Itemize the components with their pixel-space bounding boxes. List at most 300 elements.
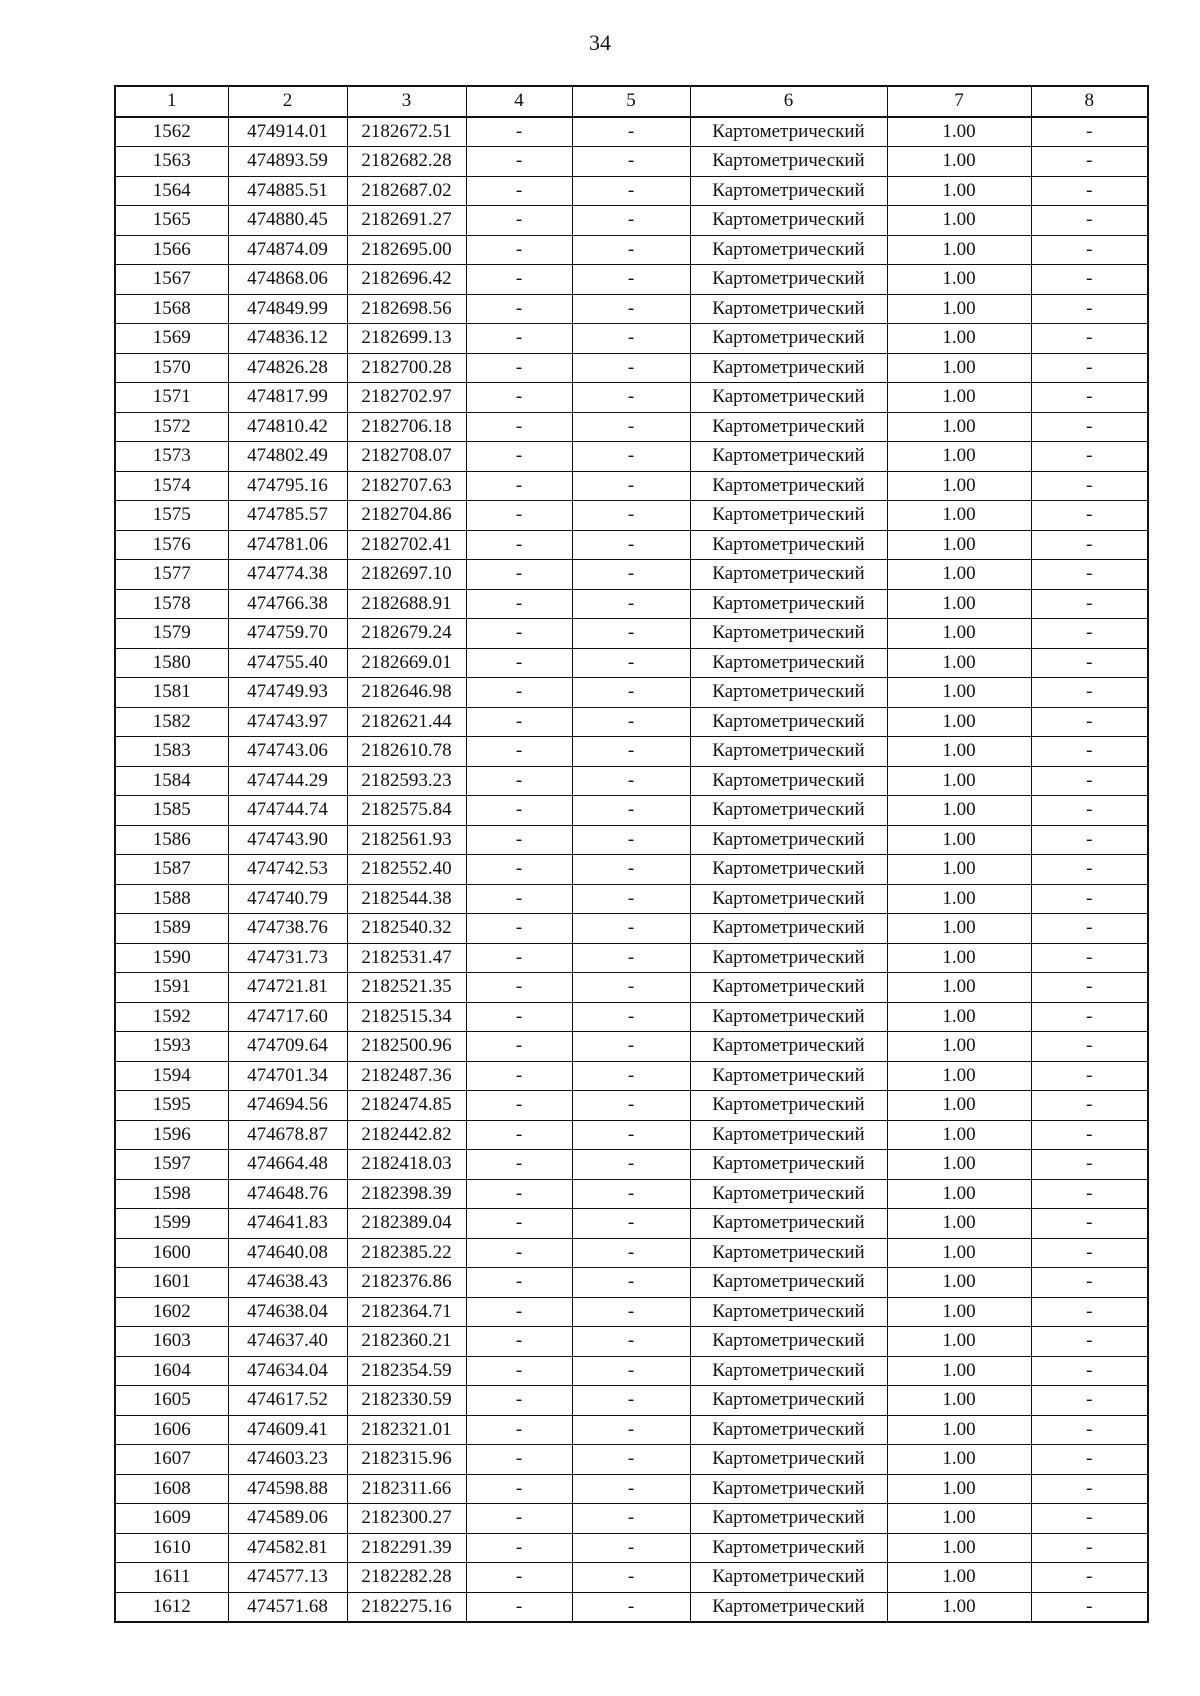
table-cell-col-8: - xyxy=(1031,796,1148,826)
table-cell-col-1: 1611 xyxy=(115,1563,228,1593)
table-cell-col-1: 1584 xyxy=(115,766,228,796)
table-row xyxy=(115,796,1148,826)
table-row xyxy=(115,825,1148,855)
table-cell-col-1: 1605 xyxy=(115,1386,228,1416)
table-cell-col-8: - xyxy=(1031,471,1148,501)
table-row xyxy=(115,1150,1148,1180)
table-cell-col-7: 1.00 xyxy=(887,1209,1031,1239)
table-cell-col-7: 1.00 xyxy=(887,206,1031,236)
table-cell-col-2: 474766.38 xyxy=(228,589,347,619)
table-cell-col-2: 474641.83 xyxy=(228,1209,347,1239)
table-row xyxy=(115,383,1148,413)
table-cell-col-2: 474755.40 xyxy=(228,648,347,678)
table-row xyxy=(115,471,1148,501)
table-cell-col-2: 474744.74 xyxy=(228,796,347,826)
table-cell-col-5: - xyxy=(572,353,690,383)
table-cell-col-2: 474849.99 xyxy=(228,294,347,324)
table-cell-col-3: 2182364.71 xyxy=(347,1297,466,1327)
table-cell-col-1: 1599 xyxy=(115,1209,228,1239)
table-cell-col-8: - xyxy=(1031,707,1148,737)
table-cell-col-4: - xyxy=(466,855,572,885)
table-cell-col-2: 474802.49 xyxy=(228,442,347,472)
table-cell-col-7: 1.00 xyxy=(887,943,1031,973)
table-cell-col-7: 1.00 xyxy=(887,471,1031,501)
table-cell-col-3: 2182646.98 xyxy=(347,678,466,708)
table-cell-col-8: - xyxy=(1031,1061,1148,1091)
table-cell-col-7: 1.00 xyxy=(887,530,1031,560)
table-row xyxy=(115,1386,1148,1416)
table-cell-col-4: - xyxy=(466,383,572,413)
table-cell-col-1: 1565 xyxy=(115,206,228,236)
table-cell-col-5: - xyxy=(572,1474,690,1504)
table-cell-col-1: 1578 xyxy=(115,589,228,619)
table-cell-col-2: 474880.45 xyxy=(228,206,347,236)
table-cell-col-2: 474743.90 xyxy=(228,825,347,855)
table-cell-col-4: - xyxy=(466,530,572,560)
table-cell-col-1: 1594 xyxy=(115,1061,228,1091)
table-cell-col-8: - xyxy=(1031,1002,1148,1032)
table-cell-col-4: - xyxy=(466,737,572,767)
table-cell-col-6: Картометрический xyxy=(690,1533,887,1563)
table-cell-col-1: 1571 xyxy=(115,383,228,413)
table-cell-col-6: Картометрический xyxy=(690,1592,887,1622)
table-cell-col-3: 2182275.16 xyxy=(347,1592,466,1622)
table-cell-col-1: 1581 xyxy=(115,678,228,708)
table-cell-col-7: 1.00 xyxy=(887,1327,1031,1357)
table-cell-col-6: Картометрический xyxy=(690,1209,887,1239)
table-row xyxy=(115,206,1148,236)
table-cell-col-5: - xyxy=(572,1356,690,1386)
table-cell-col-6: Картометрический xyxy=(690,442,887,472)
table-cell-col-7: 1.00 xyxy=(887,501,1031,531)
table-cell-col-8: - xyxy=(1031,737,1148,767)
table-cell-col-4: - xyxy=(466,619,572,649)
table-cell-col-6: Картометрический xyxy=(690,796,887,826)
table-cell-col-4: - xyxy=(466,1179,572,1209)
table-row xyxy=(115,648,1148,678)
table-cell-col-2: 474577.13 xyxy=(228,1563,347,1593)
table-cell-col-3: 2182487.36 xyxy=(347,1061,466,1091)
column-header-5: 5 xyxy=(572,86,690,117)
table-cell-col-4: - xyxy=(466,1327,572,1357)
table-cell-col-4: - xyxy=(466,1238,572,1268)
table-cell-col-2: 474678.87 xyxy=(228,1120,347,1150)
table-cell-col-2: 474785.57 xyxy=(228,501,347,531)
table-cell-col-3: 2182474.85 xyxy=(347,1091,466,1121)
table-cell-col-6: Картометрический xyxy=(690,265,887,295)
table-cell-col-7: 1.00 xyxy=(887,825,1031,855)
table-body xyxy=(115,117,1148,1623)
table-cell-col-4: - xyxy=(466,1297,572,1327)
table-cell-col-2: 474717.60 xyxy=(228,1002,347,1032)
table-row xyxy=(115,560,1148,590)
table-cell-col-8: - xyxy=(1031,1533,1148,1563)
table-cell-col-2: 474740.79 xyxy=(228,884,347,914)
table-cell-col-5: - xyxy=(572,1592,690,1622)
table-row xyxy=(115,1504,1148,1534)
table-cell-col-7: 1.00 xyxy=(887,796,1031,826)
table-cell-col-5: - xyxy=(572,796,690,826)
table-cell-col-8: - xyxy=(1031,1356,1148,1386)
table-cell-col-1: 1595 xyxy=(115,1091,228,1121)
table-cell-col-4: - xyxy=(466,884,572,914)
table-cell-col-6: Картометрический xyxy=(690,1327,887,1357)
table-cell-col-5: - xyxy=(572,884,690,914)
table-cell-col-1: 1582 xyxy=(115,707,228,737)
table-cell-col-3: 2182389.04 xyxy=(347,1209,466,1239)
table-cell-col-4: - xyxy=(466,825,572,855)
table-row xyxy=(115,1061,1148,1091)
table-cell-col-3: 2182695.00 xyxy=(347,235,466,265)
table-cell-col-7: 1.00 xyxy=(887,1474,1031,1504)
table-cell-col-7: 1.00 xyxy=(887,353,1031,383)
table-cell-col-5: - xyxy=(572,973,690,1003)
table-cell-col-4: - xyxy=(466,914,572,944)
table-cell-col-2: 474598.88 xyxy=(228,1474,347,1504)
table-cell-col-6: Картометрический xyxy=(690,589,887,619)
table-cell-col-3: 2182300.27 xyxy=(347,1504,466,1534)
table-row xyxy=(115,1032,1148,1062)
table-cell-col-4: - xyxy=(466,442,572,472)
page-number: 34 xyxy=(589,30,611,55)
table-cell-col-5: - xyxy=(572,855,690,885)
table-cell-col-8: - xyxy=(1031,530,1148,560)
table-cell-col-5: - xyxy=(572,265,690,295)
table-cell-col-7: 1.00 xyxy=(887,265,1031,295)
table-cell-col-6: Картометрический xyxy=(690,855,887,885)
table-cell-col-8: - xyxy=(1031,1386,1148,1416)
table-cell-col-3: 2182561.93 xyxy=(347,825,466,855)
table-row xyxy=(115,412,1148,442)
table-cell-col-8: - xyxy=(1031,973,1148,1003)
table-cell-col-5: - xyxy=(572,206,690,236)
table-cell-col-1: 1569 xyxy=(115,324,228,354)
table-cell-col-7: 1.00 xyxy=(887,678,1031,708)
table-cell-col-6: Картометрический xyxy=(690,825,887,855)
table-cell-col-2: 474742.53 xyxy=(228,855,347,885)
table-cell-col-2: 474836.12 xyxy=(228,324,347,354)
table-cell-col-4: - xyxy=(466,1474,572,1504)
table-cell-col-2: 474893.59 xyxy=(228,147,347,177)
table-cell-col-6: Картометрический xyxy=(690,147,887,177)
table-row xyxy=(115,1415,1148,1445)
table-cell-col-2: 474638.04 xyxy=(228,1297,347,1327)
table-cell-col-8: - xyxy=(1031,1150,1148,1180)
table-row xyxy=(115,707,1148,737)
table-cell-col-5: - xyxy=(572,235,690,265)
table-cell-col-6: Картометрический xyxy=(690,383,887,413)
table-cell-col-8: - xyxy=(1031,648,1148,678)
table-row xyxy=(115,973,1148,1003)
header-row xyxy=(115,86,1148,117)
table-cell-col-2: 474701.34 xyxy=(228,1061,347,1091)
table-cell-col-1: 1612 xyxy=(115,1592,228,1622)
table-cell-col-8: - xyxy=(1031,206,1148,236)
table-cell-col-2: 474914.01 xyxy=(228,117,347,147)
table-cell-col-4: - xyxy=(466,560,572,590)
table-cell-col-8: - xyxy=(1031,1327,1148,1357)
table-cell-col-5: - xyxy=(572,766,690,796)
table-cell-col-5: - xyxy=(572,914,690,944)
table-cell-col-2: 474885.51 xyxy=(228,176,347,206)
table-cell-col-5: - xyxy=(572,530,690,560)
table-cell-col-6: Картометрический xyxy=(690,1445,887,1475)
table-cell-col-4: - xyxy=(466,1209,572,1239)
table-cell-col-5: - xyxy=(572,1386,690,1416)
table-row xyxy=(115,442,1148,472)
table-cell-col-3: 2182385.22 xyxy=(347,1238,466,1268)
table-cell-col-5: - xyxy=(572,1445,690,1475)
table-cell-col-3: 2182707.63 xyxy=(347,471,466,501)
table-cell-col-1: 1604 xyxy=(115,1356,228,1386)
table-cell-col-3: 2182696.42 xyxy=(347,265,466,295)
table-cell-col-5: - xyxy=(572,560,690,590)
table-cell-col-4: - xyxy=(466,589,572,619)
table-cell-col-5: - xyxy=(572,412,690,442)
table-cell-col-6: Картометрический xyxy=(690,1179,887,1209)
table-cell-col-1: 1610 xyxy=(115,1533,228,1563)
table-row xyxy=(115,619,1148,649)
table-cell-col-8: - xyxy=(1031,884,1148,914)
table-cell-col-8: - xyxy=(1031,147,1148,177)
table-cell-col-3: 2182697.10 xyxy=(347,560,466,590)
table-cell-col-6: Картометрический xyxy=(690,1356,887,1386)
table-cell-col-3: 2182418.03 xyxy=(347,1150,466,1180)
table-row xyxy=(115,884,1148,914)
table-cell-col-1: 1563 xyxy=(115,147,228,177)
table-cell-col-4: - xyxy=(466,1386,572,1416)
table-cell-col-5: - xyxy=(572,589,690,619)
table-cell-col-7: 1.00 xyxy=(887,1297,1031,1327)
table-cell-col-3: 2182702.41 xyxy=(347,530,466,560)
table-cell-col-6: Картометрический xyxy=(690,1120,887,1150)
table-row xyxy=(115,265,1148,295)
table-cell-col-3: 2182552.40 xyxy=(347,855,466,885)
table-cell-col-4: - xyxy=(466,1061,572,1091)
table-cell-col-3: 2182311.66 xyxy=(347,1474,466,1504)
table-cell-col-1: 1606 xyxy=(115,1415,228,1445)
table-cell-col-7: 1.00 xyxy=(887,1386,1031,1416)
column-header-2: 2 xyxy=(228,86,347,117)
table-cell-col-5: - xyxy=(572,501,690,531)
table-cell-col-6: Картометрический xyxy=(690,1474,887,1504)
table-row xyxy=(115,530,1148,560)
table-cell-col-7: 1.00 xyxy=(887,1238,1031,1268)
table-cell-col-4: - xyxy=(466,1415,572,1445)
table-cell-col-5: - xyxy=(572,1297,690,1327)
table-cell-col-5: - xyxy=(572,147,690,177)
table-cell-col-6: Картометрический xyxy=(690,1150,887,1180)
table-cell-col-1: 1564 xyxy=(115,176,228,206)
table-cell-col-2: 474609.41 xyxy=(228,1415,347,1445)
table-row xyxy=(115,1120,1148,1150)
column-header-8: 8 xyxy=(1031,86,1148,117)
table-row xyxy=(115,294,1148,324)
table-cell-col-3: 2182398.39 xyxy=(347,1179,466,1209)
table-cell-col-7: 1.00 xyxy=(887,324,1031,354)
table-cell-col-3: 2182679.24 xyxy=(347,619,466,649)
table-cell-col-5: - xyxy=(572,1002,690,1032)
table-row xyxy=(115,943,1148,973)
table-cell-col-5: - xyxy=(572,1179,690,1209)
table-cell-col-8: - xyxy=(1031,1415,1148,1445)
table-cell-col-5: - xyxy=(572,383,690,413)
table-cell-col-8: - xyxy=(1031,855,1148,885)
table-cell-col-8: - xyxy=(1031,353,1148,383)
table-cell-col-1: 1577 xyxy=(115,560,228,590)
table-cell-col-3: 2182669.01 xyxy=(347,648,466,678)
table-cell-col-1: 1601 xyxy=(115,1268,228,1298)
table-cell-col-4: - xyxy=(466,235,572,265)
table-cell-col-4: - xyxy=(466,412,572,442)
table-cell-col-7: 1.00 xyxy=(887,1120,1031,1150)
table-cell-col-6: Картометрический xyxy=(690,1297,887,1327)
table-cell-col-6: Картометрический xyxy=(690,707,887,737)
table-cell-col-2: 474795.16 xyxy=(228,471,347,501)
table-cell-col-5: - xyxy=(572,619,690,649)
table-cell-col-5: - xyxy=(572,1327,690,1357)
column-header-7: 7 xyxy=(887,86,1031,117)
table-cell-col-1: 1603 xyxy=(115,1327,228,1357)
table-cell-col-6: Картометрический xyxy=(690,914,887,944)
table-cell-col-5: - xyxy=(572,1533,690,1563)
table-cell-col-1: 1608 xyxy=(115,1474,228,1504)
table-cell-col-1: 1576 xyxy=(115,530,228,560)
table-cell-col-3: 2182282.28 xyxy=(347,1563,466,1593)
table-cell-col-5: - xyxy=(572,442,690,472)
table-cell-col-1: 1600 xyxy=(115,1238,228,1268)
table-cell-col-6: Картометрический xyxy=(690,648,887,678)
table-cell-col-1: 1573 xyxy=(115,442,228,472)
table-cell-col-7: 1.00 xyxy=(887,884,1031,914)
table-cell-col-1: 1572 xyxy=(115,412,228,442)
table-cell-col-2: 474634.04 xyxy=(228,1356,347,1386)
table-cell-col-5: - xyxy=(572,1120,690,1150)
table-cell-col-2: 474603.23 xyxy=(228,1445,347,1475)
table-cell-col-5: - xyxy=(572,1091,690,1121)
table-cell-col-2: 474638.43 xyxy=(228,1268,347,1298)
table-cell-col-5: - xyxy=(572,117,690,147)
table-cell-col-4: - xyxy=(466,1268,572,1298)
table-cell-col-1: 1583 xyxy=(115,737,228,767)
table-cell-col-4: - xyxy=(466,353,572,383)
table-row xyxy=(115,678,1148,708)
table-cell-col-3: 2182321.01 xyxy=(347,1415,466,1445)
table-row xyxy=(115,353,1148,383)
table-cell-col-8: - xyxy=(1031,1445,1148,1475)
table-cell-col-8: - xyxy=(1031,1592,1148,1622)
table-cell-col-5: - xyxy=(572,678,690,708)
table-cell-col-7: 1.00 xyxy=(887,914,1031,944)
table-cell-col-2: 474749.93 xyxy=(228,678,347,708)
table-cell-col-7: 1.00 xyxy=(887,648,1031,678)
table-cell-col-1: 1592 xyxy=(115,1002,228,1032)
table-cell-col-4: - xyxy=(466,471,572,501)
table-cell-col-6: Картометрический xyxy=(690,678,887,708)
table-cell-col-2: 474571.68 xyxy=(228,1592,347,1622)
table-cell-col-4: - xyxy=(466,501,572,531)
table-cell-col-7: 1.00 xyxy=(887,1002,1031,1032)
table-cell-col-5: - xyxy=(572,1061,690,1091)
table-cell-col-1: 1585 xyxy=(115,796,228,826)
table-cell-col-5: - xyxy=(572,1504,690,1534)
table-cell-col-8: - xyxy=(1031,678,1148,708)
table-cell-col-3: 2182621.44 xyxy=(347,707,466,737)
table-cell-col-1: 1575 xyxy=(115,501,228,531)
table-cell-col-7: 1.00 xyxy=(887,1061,1031,1091)
table-cell-col-8: - xyxy=(1031,943,1148,973)
table-cell-col-6: Картометрический xyxy=(690,235,887,265)
table-cell-col-8: - xyxy=(1031,766,1148,796)
table-cell-col-2: 474664.48 xyxy=(228,1150,347,1180)
table-cell-col-1: 1596 xyxy=(115,1120,228,1150)
table-cell-col-8: - xyxy=(1031,265,1148,295)
table-row xyxy=(115,235,1148,265)
table-cell-col-4: - xyxy=(466,117,572,147)
table-cell-col-5: - xyxy=(572,1268,690,1298)
table-cell-col-1: 1586 xyxy=(115,825,228,855)
table-cell-col-6: Картометрический xyxy=(690,117,887,147)
table-cell-col-7: 1.00 xyxy=(887,707,1031,737)
table-cell-col-2: 474648.76 xyxy=(228,1179,347,1209)
table-cell-col-5: - xyxy=(572,825,690,855)
table-cell-col-2: 474744.29 xyxy=(228,766,347,796)
table-cell-col-1: 1570 xyxy=(115,353,228,383)
table-cell-col-4: - xyxy=(466,1002,572,1032)
table-row xyxy=(115,1179,1148,1209)
table-cell-col-2: 474637.40 xyxy=(228,1327,347,1357)
table-cell-col-4: - xyxy=(466,265,572,295)
table-cell-col-4: - xyxy=(466,1120,572,1150)
table-cell-col-8: - xyxy=(1031,412,1148,442)
table-row xyxy=(115,1002,1148,1032)
table-cell-col-8: - xyxy=(1031,1268,1148,1298)
table-cell-col-2: 474781.06 xyxy=(228,530,347,560)
table-row xyxy=(115,1592,1148,1622)
table-cell-col-1: 1562 xyxy=(115,117,228,147)
table-cell-col-4: - xyxy=(466,1504,572,1534)
table-cell-col-7: 1.00 xyxy=(887,1091,1031,1121)
table-cell-col-3: 2182354.59 xyxy=(347,1356,466,1386)
table-cell-col-3: 2182687.02 xyxy=(347,176,466,206)
table-cell-col-5: - xyxy=(572,1032,690,1062)
table-cell-col-3: 2182698.56 xyxy=(347,294,466,324)
table-cell-col-7: 1.00 xyxy=(887,235,1031,265)
table-cell-col-6: Картометрический xyxy=(690,501,887,531)
table-row xyxy=(115,1327,1148,1357)
table-cell-col-4: - xyxy=(466,648,572,678)
table-cell-col-2: 474868.06 xyxy=(228,265,347,295)
table-cell-col-1: 1598 xyxy=(115,1179,228,1209)
table-cell-col-8: - xyxy=(1031,235,1148,265)
table-cell-col-5: - xyxy=(572,471,690,501)
table-cell-col-3: 2182575.84 xyxy=(347,796,466,826)
table-cell-col-3: 2182291.39 xyxy=(347,1533,466,1563)
table-cell-col-4: - xyxy=(466,1032,572,1062)
table-cell-col-7: 1.00 xyxy=(887,1356,1031,1386)
table-cell-col-4: - xyxy=(466,206,572,236)
table-cell-col-4: - xyxy=(466,973,572,1003)
table-cell-col-1: 1579 xyxy=(115,619,228,649)
table-cell-col-4: - xyxy=(466,147,572,177)
table-cell-col-7: 1.00 xyxy=(887,737,1031,767)
table-cell-col-7: 1.00 xyxy=(887,176,1031,206)
table-cell-col-5: - xyxy=(572,707,690,737)
table-cell-col-1: 1567 xyxy=(115,265,228,295)
table-cell-col-6: Картометрический xyxy=(690,412,887,442)
table-cell-col-2: 474874.09 xyxy=(228,235,347,265)
table-cell-col-7: 1.00 xyxy=(887,1445,1031,1475)
